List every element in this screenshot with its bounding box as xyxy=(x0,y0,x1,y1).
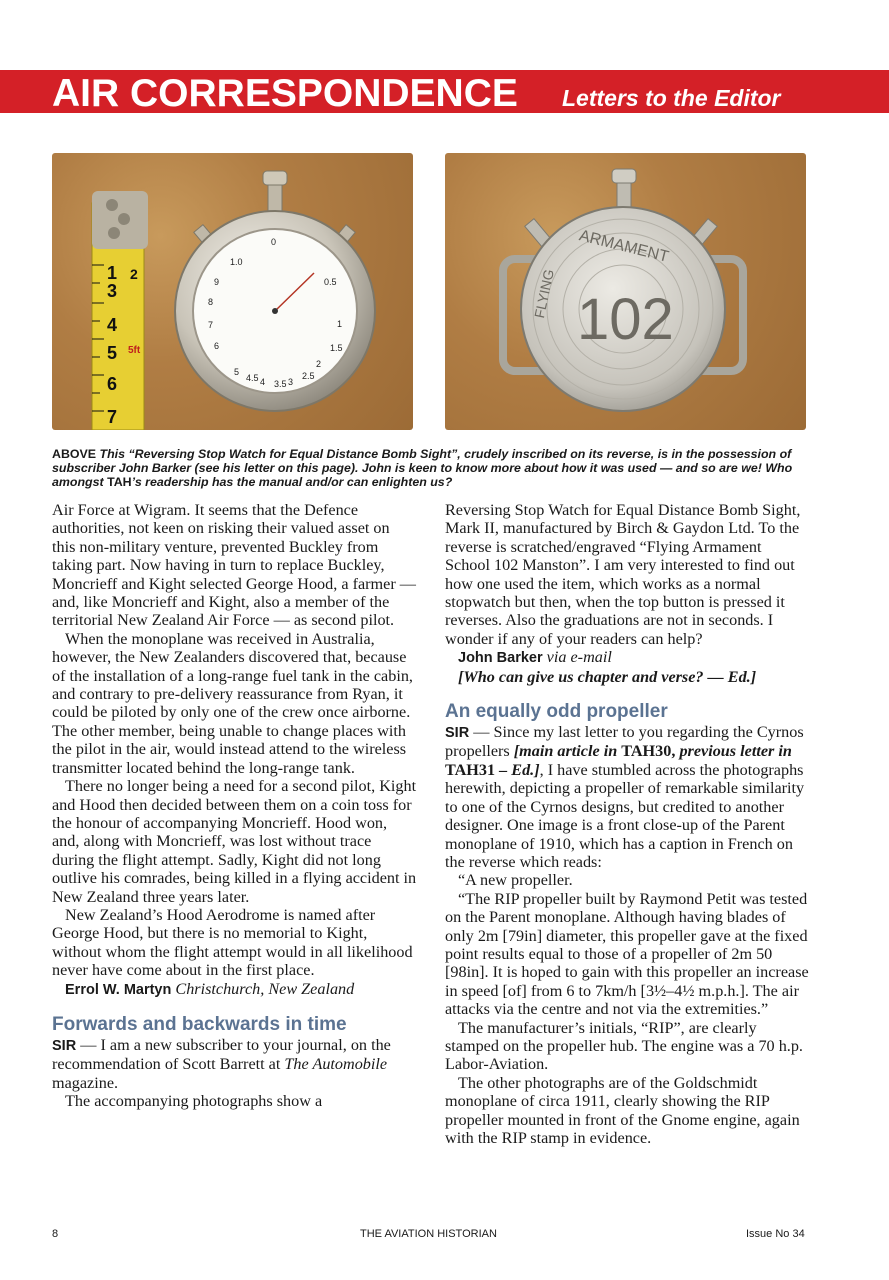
letter-heading: Forwards and backwards in time xyxy=(52,1013,347,1035)
caption-lead: ABOVE xyxy=(52,447,97,461)
tape-number: 4 xyxy=(107,315,118,335)
signature-name: John Barker xyxy=(458,650,543,667)
engraving-top: ARMAMENT xyxy=(577,227,671,266)
dial-number: 1 xyxy=(337,319,343,329)
photo-caption xyxy=(52,447,812,489)
paragraph: The accompanying photographs show a xyxy=(65,1092,323,1111)
issue-ref: TAH31 xyxy=(445,760,496,779)
tape-number: 3 xyxy=(107,281,118,301)
tape-number: 5 xyxy=(107,343,118,363)
paragraph-text: magazine. xyxy=(52,1073,119,1092)
dial-number: 7 xyxy=(208,320,214,330)
stopwatch-front-illustration xyxy=(52,153,413,430)
paragraph: “A new propeller. xyxy=(458,871,573,890)
tape-number: 6 xyxy=(107,374,118,394)
paragraph: When the monoplane was received in Australia, however, the New Zealanders discovered that, because of the installation of a long-range fuel tank in the cabin, and contrary to pre-delivery reassurance from Ryan, it could be piloted by only one of the crew once airborne. The other member, being unable to change places with the pilot in the air, would instead attend to the wireless transmitter located behind the long-range tank. xyxy=(52,629,413,777)
caption-text: This “Reversing Stop Watch for Equal Distance Bomb Sight”, crudely inscribed on its reverse, is in the possession of subscriber John Barker (see his letter on this page). John is keen to know more about how it was used — and so are we! Who amongst xyxy=(52,447,793,489)
stopwatch-reverse-photo xyxy=(445,153,806,430)
dial-number: 2 xyxy=(316,359,322,369)
tape-number: 2 xyxy=(130,266,138,282)
editor-ref: previous letter in xyxy=(675,742,792,761)
dial-number: 8 xyxy=(208,297,214,307)
dial-number: 0 xyxy=(271,237,277,247)
signature-via: via e-mail xyxy=(546,648,612,667)
stopwatch-front-photo xyxy=(52,153,413,430)
sir-label: SIR xyxy=(445,725,470,742)
tape-number: 7 xyxy=(107,407,118,427)
editor-ref: – Ed.] xyxy=(495,760,540,779)
paragraph: The other photographs are of the Goldschmidt monoplane of circa 1911, clearly showing the RIP propeller mounted in front of the Gnome engine, again with the RIP stamp in evidence. xyxy=(445,1073,800,1147)
paragraph: There no longer being a need for a second pilot, Kight and Hood then decided between them on a coin toss for the honour of accompanying Moncrieff. Hood won, and, along with Moncrieff, was lost without trace during the flight attempt. Sadly, Kight did not long outlive his comrades, being killed in a flying accident in New Zealand three years later. xyxy=(52,777,417,906)
magazine-name: THE AVIATION HISTORIAN xyxy=(360,1228,497,1240)
right-column xyxy=(445,501,810,1147)
editor-note-text: [Who can give us chapter and verse? — Ed.] xyxy=(458,667,757,686)
dial-number: 3 xyxy=(288,377,294,387)
paragraph: The manufacturer’s initials, “RIP”, are clearly stamped on the propeller hub. The engine was a 70 h.p. Labor-Aviation. xyxy=(445,1018,803,1074)
caption-tah: TAH xyxy=(107,475,132,489)
paragraph: “The RIP propeller built by Raymond Petit was tested on the Parent monoplane. Although having blades of only 2m [79in] diameter, this propeller gave at the fixed point results equal to those of a propeller of 2m 50 [98in]. It is hoped to gain with this propeller an increase in speed [of] from 6 to 7km/h [3½–4½ m.p.h.]. The air attacks via the centre and not via the extremities.” xyxy=(445,889,809,1019)
section-subtitle: Letters to the Editor xyxy=(562,85,781,111)
caption-text-end: ’s readership has the manual and/or can enlighten us? xyxy=(131,475,453,489)
left-column xyxy=(52,501,417,1111)
issue-ref: TAH30, xyxy=(621,742,676,761)
tape-number: 5ft xyxy=(128,345,141,356)
engraving-number: 102 xyxy=(577,287,674,352)
letter-heading: An equally odd propeller xyxy=(445,701,668,723)
issue-number: Issue No 34 xyxy=(746,1228,805,1240)
paragraph xyxy=(445,723,810,871)
signature-place: Christchurch, New Zealand xyxy=(175,979,355,998)
dial-number: 4.5 xyxy=(246,373,259,383)
stopwatch-reverse-illustration xyxy=(445,153,806,430)
paragraph: Air Force at Wigram. It seems that the Defence authorities, not keen on risking their valued asset on this non-military venture, prevented Buckley from taking part. Now having in turn to replace Buckley, Moncrieff and Kight selected George Hood, a farmer — and, like Moncrieff and Kight, also a member of the territorial New Zealand Air Force — as second pilot. xyxy=(52,501,416,630)
tape-number: 1 xyxy=(107,263,118,283)
page-number: 8 xyxy=(52,1228,59,1240)
letter-signature xyxy=(445,648,810,667)
paragraph-text: — Since my last letter to you regarding the Cyrnos propellers xyxy=(445,723,804,761)
publication-title: The Automobile xyxy=(284,1055,388,1074)
section-title: AIR CORRESPONDENCE xyxy=(52,72,518,115)
dial-number: 6 xyxy=(214,341,220,351)
paragraph-text: , I have stumbled across the photographs herewith, depicting a propeller of remarkable similarity to one of the Cyrnos designs, but credited to another designer. One image is a front close-up of the Parent monoplane of 1910, which has a caption in French on the reverse which reads: xyxy=(445,760,805,871)
dial-number: 4 xyxy=(260,377,266,387)
editor-note xyxy=(445,668,810,686)
dial-number: 3.5 xyxy=(274,379,287,389)
dial-number: 1.5 xyxy=(330,343,343,353)
dial-number: 0.5 xyxy=(324,277,337,287)
paragraph xyxy=(52,1036,417,1092)
signature-name: Errol W. Martyn xyxy=(65,981,172,998)
paragraph: Reversing Stop Watch for Equal Distance Bomb Sight, Mark II, manufactured by Birch & Gaydon Ltd. To the reverse is scratched/engraved “Flying Armament School 102 Manston”. I am very interested to find out how one used the item, which works as a normal stopwatch but then, when the top button is pressed it reverses. Also the graduations are not in seconds. I wonder if any of your readers can help? xyxy=(445,501,801,648)
tape-measure xyxy=(92,191,148,430)
paragraph: New Zealand’s Hood Aerodrome is named after George Hood, but there is no memorial to Kight, without whom the flight attempt would in all likelihood never have come about in the first place. xyxy=(52,905,413,980)
dial-number: 9 xyxy=(214,277,220,287)
dial-number: 1.0 xyxy=(230,257,243,267)
engraving-side: FLYING xyxy=(531,267,557,320)
paragraph-text: — I am a new subscriber to your journal, on the recommendation of Scott Barrett at xyxy=(52,1035,391,1074)
editor-ref: [main article in xyxy=(513,742,622,761)
dial-number: 5 xyxy=(234,367,240,377)
dial-number: 2.5 xyxy=(302,371,315,381)
letter-signature xyxy=(52,980,417,999)
sir-label: SIR xyxy=(52,1037,77,1054)
